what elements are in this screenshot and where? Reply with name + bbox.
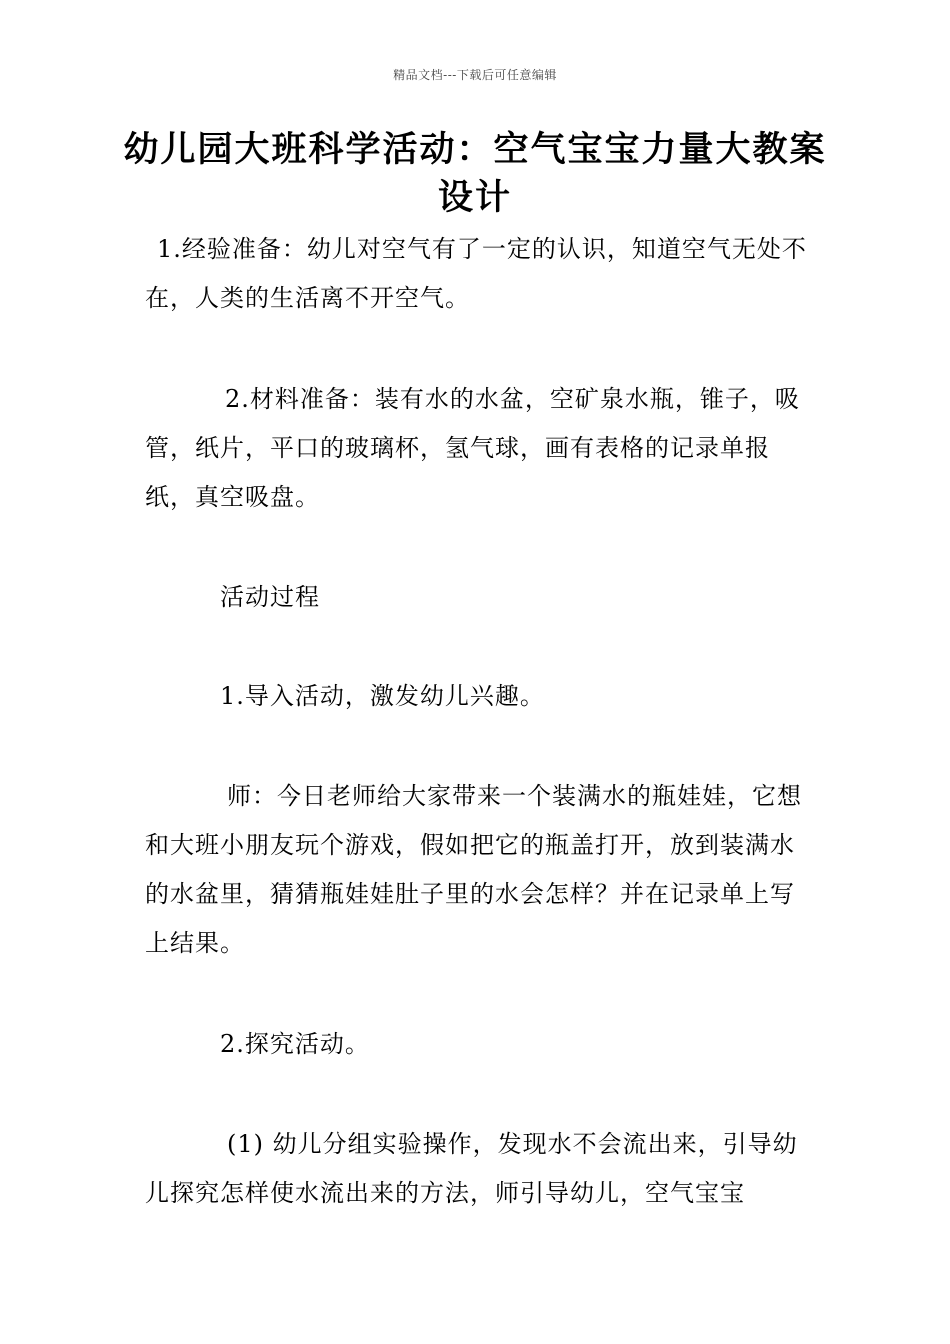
paragraph-material-prep: 2.材料准备：装有水的水盆，空矿泉水瓶，锥子，吸管，纸片，平口的玻璃杯，氢气球，画有表格的记录单报纸，真空吸盘。	[145, 385, 800, 511]
document-title: 幼儿园大班科学活动：空气宝宝力量大教案设计	[123, 130, 827, 218]
header-note: 精品文档---下载后可任意编辑	[393, 68, 557, 82]
paragraph-experience-prep: 1.经验准备：幼儿对空气有了一定的认识，知道空气无处不在，人类的生活离不开空气。	[145, 235, 807, 312]
paragraph-group-experiment: (1) 幼儿分组实验操作，发现水不会流出来，引导幼儿探究怎样使水流出来的方法，师引导幼儿，空气宝宝	[145, 1130, 798, 1207]
paragraph-teacher-speech: 师：今日老师给大家带来一个装满水的瓶娃娃，它想和大班小朋友玩个游戏，假如把它的瓶盖打开，放到装满水的水盆里，猜猜瓶娃娃肚子里的水会怎样？并在记录单上写上结果。	[145, 782, 802, 957]
paragraph-step-explore: 2.探究活动。	[220, 1030, 370, 1058]
section-heading-activity-process: 活动过程	[220, 583, 320, 611]
paragraph-step-intro: 1.导入活动，激发幼儿兴趣。	[220, 682, 545, 710]
